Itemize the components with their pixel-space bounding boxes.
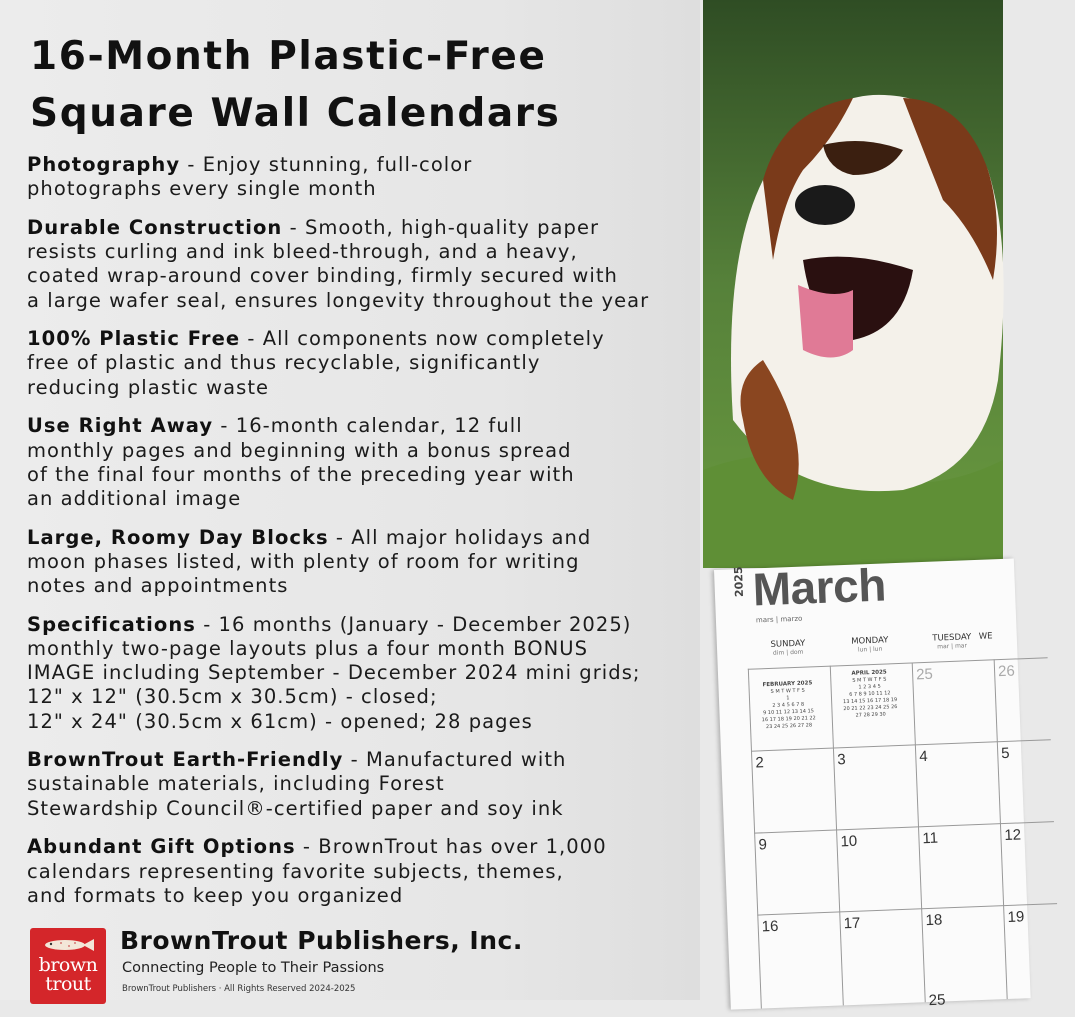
feature-line [27,216,697,240]
day-name: MONDAY [851,635,889,647]
feature-line [27,835,697,859]
feature-heading: 100% Plastic Free [27,327,241,351]
feature-line [27,153,697,177]
feature-line: free of plastic and thus recyclable, significantly [27,351,541,375]
day-number: 25 [915,665,934,684]
feature-line: and formats to keep you organized [27,883,404,907]
mini-row: 1 [786,695,790,702]
day-number: 18 [925,911,943,930]
feature-heading: Large, Roomy Day Blocks [27,525,329,549]
feature-heading: Specifications [27,612,196,636]
feature-heading: Photography [27,153,181,176]
mini-title: FEBRUARY 2025 [762,680,813,689]
feature-line: coated wrap-around cover binding, firmly secured with [27,264,618,288]
feature-line: IMAGE including September - December 2024 mini grids; [27,661,641,685]
mini-calendar-april [834,669,906,721]
feature-text: - Smooth, high-quality paper [282,215,600,239]
feature-heading: Use Right Away [27,414,214,438]
feature-line [27,613,697,637]
day-sub: lun | lun [857,645,883,654]
day-number: 19 [1007,908,1025,926]
mini-calendar-february [752,680,824,732]
mini-head: S M T W T F S [770,687,805,695]
calendar-grid [748,657,1061,1008]
day-number: 17 [843,914,861,933]
saint-bernard-image [703,0,1003,568]
feature-heading: BrownTrout Earth-Friendly [27,748,344,772]
day-number: 10 [840,832,858,851]
day-number: 5 [1000,744,1010,763]
mini-row: 6 7 8 9 10 11 12 [849,690,891,698]
feature-line: monthly pages and beginning with a bonus spread [27,438,572,462]
feature-line: an additional image [27,486,242,510]
dog-photo [703,0,1003,568]
publisher-name: BrownTrout Publishers, Inc. [120,926,523,955]
feature-line: 12" x 24" (30.5cm x 61cm) - opened; 28 pages [27,709,533,733]
day-number: 26 [997,662,1016,681]
mini-head: S M T W T F S [852,676,887,684]
calendar-month: March [751,558,887,616]
feature-line: notes and appointments [27,574,289,598]
mini-row: 13 14 15 16 17 18 19 [843,697,898,706]
logo-word-1: brown [38,954,98,976]
feature-item [27,153,697,201]
feature-line: reducing plastic waste [27,375,270,399]
calendar-preview [700,0,1025,1010]
mini-title: APRIL 2025 [851,669,887,677]
feature-line: resists curling and ink bleed-through, and a heavy, [27,240,578,264]
mini-row: 1 2 3 4 5 [858,683,881,691]
day-name: SUNDAY [770,638,806,650]
feature-line: monthly two-page layouts plus a four month BONUS [27,636,589,660]
browntrout-logo [30,928,106,1004]
day-name: WE [978,631,993,642]
mini-row: 23 24 25 26 27 28 [765,722,813,731]
trout-icon [39,936,95,954]
feature-heading: Abundant Gift Options [27,835,296,859]
feature-heading: Durable Construction [27,215,283,239]
feature-text: - 16-month calendar, 12 full [213,414,523,438]
feature-line: Stewardship Council®-certified paper and soy ink [27,796,564,820]
feature-text: - 16 months (January - December 2025) [195,612,632,636]
feature-text: - All major holidays and [328,525,592,549]
feature-item [27,526,697,599]
day-header-monday [829,634,912,654]
feature-item [27,613,697,734]
mini-row: 16 17 18 19 20 21 22 [761,715,816,724]
calendar-month-translations: mars | marzo [755,614,803,625]
day-number: 11 [922,829,939,848]
day-sub: dim | dom [772,648,804,657]
day-number: 12 [1004,826,1022,845]
day-name: TUESDAY [932,632,972,644]
feature-item [27,414,697,511]
title-line-1: 16-Month Plastic-Free [30,34,547,79]
feature-item [27,327,697,400]
publisher-tagline: Connecting People to Their Passions [122,960,385,976]
feature-line [27,526,697,550]
title-line-2: Square Wall Calendars [30,91,561,136]
page-title [30,28,690,142]
feature-line [27,414,697,438]
feature-line: a large wafer seal, ensures longevity throughout the year [27,288,650,312]
day-header-wednesday [979,629,1061,642]
day-number: 2 [755,754,765,772]
feature-line: photographs every single month [27,177,377,201]
day-sub: mar | mar [937,642,968,651]
feature-line: 12" x 12" (30.5cm x 30.5cm) - closed; [27,685,438,709]
day-number: 9 [758,836,768,854]
feature-item [27,835,697,908]
feature-text: - Manufactured with [343,748,567,772]
day-header-sunday [747,638,830,658]
feature-text: - All components now completely [240,327,605,351]
day-number: 4 [918,747,928,766]
day-number: 25 [928,991,946,1010]
feature-line: calendars representing favorite subjects, themes, [27,859,564,883]
feature-line [27,748,697,772]
feature-line: sustainable materials, including Forest [27,772,445,796]
feature-text: - Enjoy stunning, full-color [180,153,473,176]
feature-item [27,748,697,821]
logo-word-2: trout [45,973,91,995]
feature-list [27,153,697,922]
mini-row: 20 21 22 23 24 25 26 [843,704,898,713]
feature-line: moon phases listed, with plenty of room for writing [27,549,580,573]
feature-line [27,327,697,351]
mini-row: 27 28 29 30 [855,711,886,719]
feature-text: - BrownTrout has over 1,000 [295,835,607,859]
mini-row: 2 3 4 5 6 7 8 [772,701,805,709]
calendar-year: 2025 [731,566,747,598]
feature-line: of the final four months of the preceding year with [27,462,575,486]
publisher-block [30,928,690,1000]
logo-wordmark [30,956,106,994]
mini-row: 9 10 11 12 13 14 15 [762,708,815,717]
publisher-rights: BrownTrout Publishers · All Rights Reserved 2024-2025 [122,984,356,994]
feature-item [27,216,697,313]
calendar-page [714,558,1031,1009]
day-number: 16 [761,917,779,936]
day-number: 3 [837,751,847,769]
